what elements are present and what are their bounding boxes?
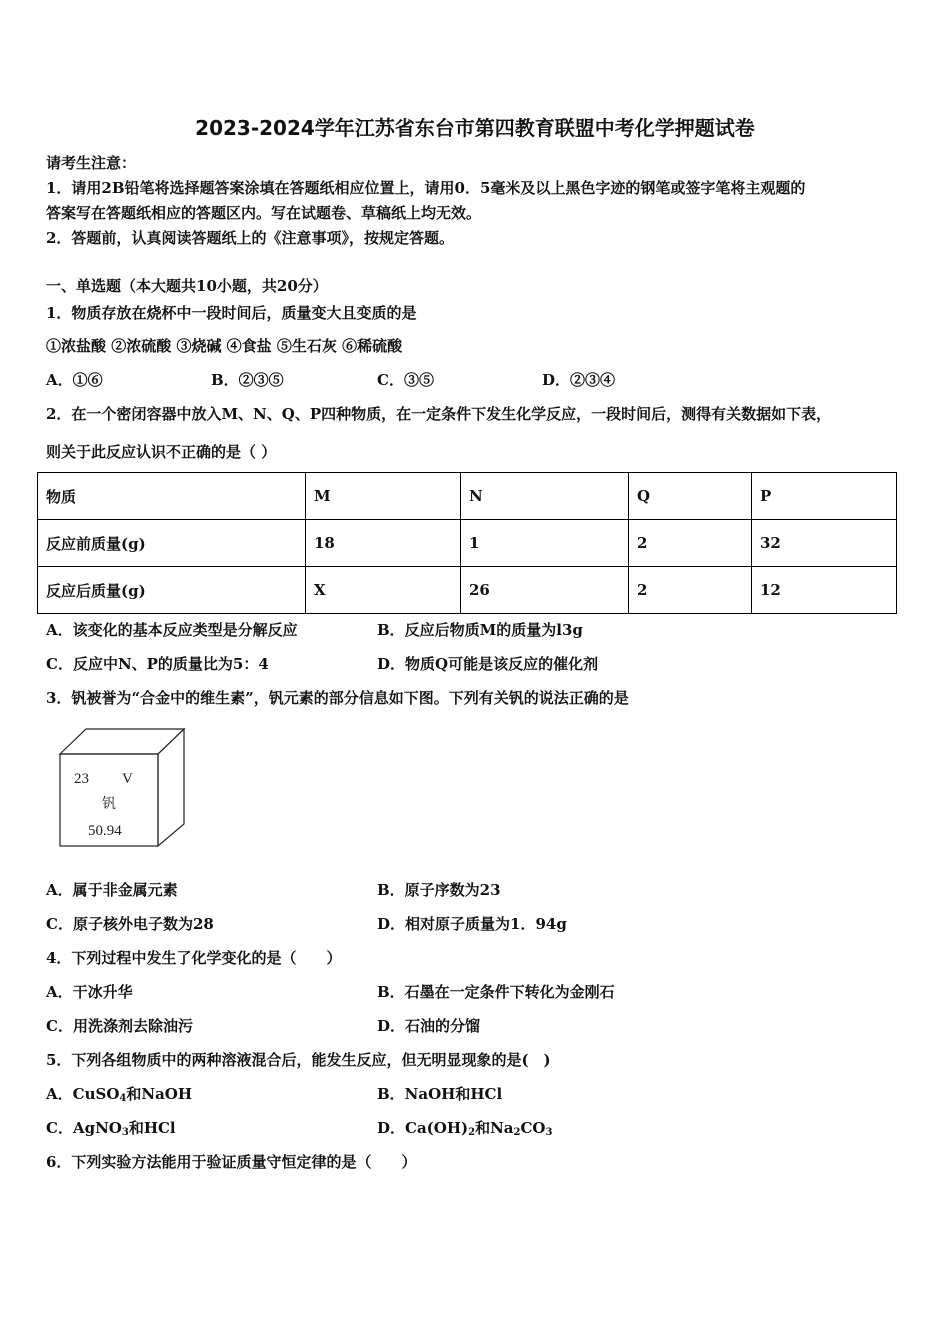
- table-cell: 12: [752, 567, 897, 614]
- table-row: [38, 520, 897, 567]
- option-text: D．Ca(OH): [377, 1119, 469, 1137]
- notice-line: 2．答题前，认真阅读答题纸上的《注意事项》，按规定答题。: [46, 229, 454, 247]
- option-d: D．相对原子质量为1．94g: [377, 915, 567, 933]
- section-heading: 一、单选题（本大题共10小题，共20分）: [46, 277, 328, 295]
- option-d: [377, 1117, 552, 1138]
- table-cell: Q: [629, 473, 752, 520]
- question-items: ①浓盐酸 ②浓硫酸 ③烧碱 ④食盐 ⑤生石灰 ⑥稀硫酸: [46, 337, 403, 355]
- option-b: B．反应后物质M的质量为l3g: [377, 621, 583, 639]
- option-text: 和HCl: [128, 1119, 176, 1137]
- subscript: 3: [545, 1127, 553, 1138]
- option-d: D．石油的分馏: [377, 1017, 481, 1035]
- option-c: C．③⑤: [377, 371, 434, 389]
- table-cell: 18: [306, 520, 461, 567]
- table-cell: 物质: [38, 473, 306, 520]
- table-cell: 2: [629, 520, 752, 567]
- subscript: 2: [468, 1127, 476, 1138]
- option-b: B．原子序数为23: [377, 881, 501, 899]
- table-cell: 32: [752, 520, 897, 567]
- option-c: C．原子核外电子数为28: [46, 915, 214, 933]
- option-c: C．用洗涤剂去除油污: [46, 1017, 193, 1035]
- table-cell: 反应后质量(g): [38, 567, 306, 614]
- option-d: D．物质Q可能是该反应的催化剂: [377, 655, 599, 673]
- table-cell: 反应前质量(g): [38, 520, 306, 567]
- question-stem: 5．下列各组物质中的两种溶液混合后，能发生反应，但无明显现象的是( ): [46, 1051, 551, 1069]
- notice-line: 1．请用2B铅笔将选择题答案涂填在答题纸相应位置上，请用0．5毫米及以上黑色字迹的钢笔或签字笔将主观题的: [46, 179, 806, 197]
- element-name: 钒: [102, 796, 116, 812]
- table-cell: 26: [461, 567, 629, 614]
- question-stem: 6．下列实验方法能用于验证质量守恒定律的是（ ）: [46, 1153, 417, 1171]
- element-symbol: V: [122, 771, 133, 787]
- option-a: A．该变化的基本反应类型是分解反应: [46, 621, 298, 639]
- question-stem: 1．物质存放在烧杯中一段时间后，质量变大且变质的是: [46, 304, 417, 322]
- option-c: [46, 1117, 176, 1138]
- data-table: [37, 472, 897, 614]
- table-row: [38, 567, 897, 614]
- table-cell: M: [306, 473, 461, 520]
- table-cell: N: [461, 473, 629, 520]
- cube-side-face: [158, 729, 184, 846]
- option-a: [46, 1083, 192, 1104]
- option-c: C．反应中N、P的质量比为5：4: [46, 655, 269, 673]
- question-stem: 2．在一个密闭容器中放入M、N、Q、P四种物质，在一定条件下发生化学反应，一段时间后，测得有关数据如下表，: [46, 405, 832, 423]
- option-a: A．干冰升华: [46, 983, 133, 1001]
- subscript: 3: [121, 1127, 129, 1138]
- question-stem: 4．下列过程中发生了化学变化的是（ ）: [46, 949, 342, 967]
- table-cell: 1: [461, 520, 629, 567]
- notice-heading: 请考生注意：: [46, 154, 137, 172]
- option-b: B．NaOH和HCl: [377, 1085, 503, 1103]
- element-card-figure: [56, 726, 188, 850]
- option-text: 和NaOH: [126, 1085, 193, 1103]
- question-stem: 则关于此反应认识不正确的是（ ）: [46, 443, 277, 461]
- notice-line: 答案写在答题纸相应的答题区内。写在试题卷、草稿纸上均无效。: [46, 204, 482, 222]
- option-text: CO: [520, 1119, 546, 1137]
- subscript: 4: [119, 1093, 127, 1104]
- atomic-mass: 50.94: [88, 823, 122, 839]
- option-b: B．②③⑤: [211, 371, 284, 389]
- page-title: 2023-2024学年江苏省东台市第四教育联盟中考化学押题试卷: [195, 116, 755, 140]
- option-b: B．石墨在一定条件下转化为金刚石: [377, 983, 615, 1001]
- table-cell: X: [306, 567, 461, 614]
- option-a: A．①⑥: [46, 371, 103, 389]
- atomic-number: 23: [74, 771, 89, 787]
- option-d: D．②③④: [542, 371, 616, 389]
- subscript: 2: [513, 1127, 521, 1138]
- option-a: A．属于非金属元素: [46, 881, 178, 899]
- cube-top-face: [60, 729, 184, 754]
- option-text: 和Na: [475, 1119, 514, 1137]
- table-cell: 2: [629, 567, 752, 614]
- option-text: C．AgNO: [46, 1119, 122, 1137]
- table-row: [38, 473, 897, 520]
- question-stem: 3．钒被誉为“合金中的维生素”，钒元素的部分信息如下图。下列有关钒的说法正确的是: [46, 689, 629, 707]
- table-cell: P: [752, 473, 897, 520]
- option-text: A．CuSO: [46, 1085, 120, 1103]
